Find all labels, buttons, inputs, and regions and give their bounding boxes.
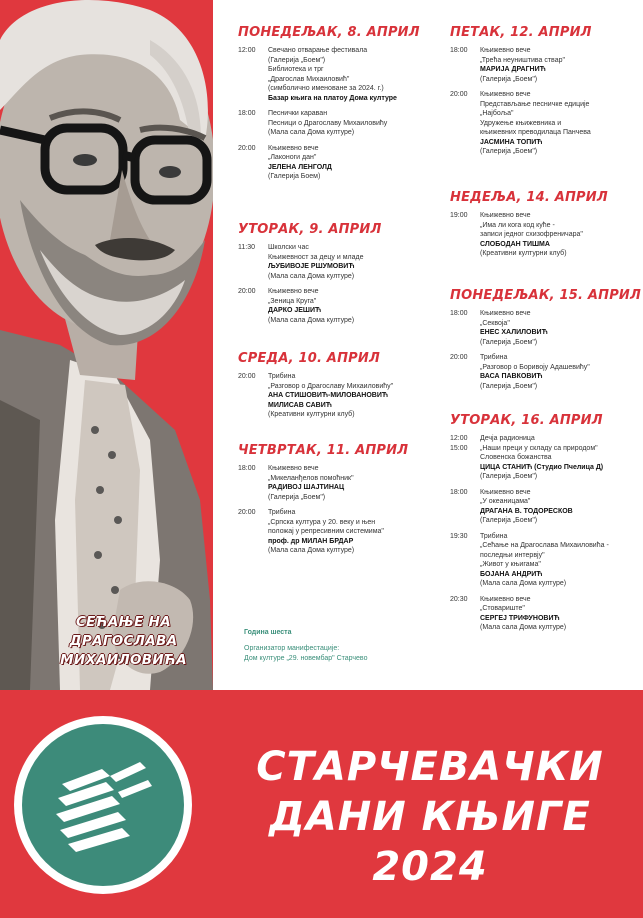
title-line-2: ДАНИ КЊИГЕ [269,794,591,840]
event-line: (Галерија „Боем") [480,338,538,346]
event-time [238,508,268,556]
event-line: „Наши преци у складу са природом" [480,444,598,452]
event-time-value: 18:00 [450,310,468,317]
event-time [238,109,268,138]
event-time [450,595,480,633]
event-time-value: 12:00 [450,435,468,442]
event-line: (Креативни културни клуб) [480,250,567,257]
event-line: „Секвоја" [480,319,510,327]
memorial-line-2: ДРАГОСЛАВА [69,633,178,649]
event-line: „У океаницама" [480,498,531,505]
event-line: Библиотека и трг [268,66,324,73]
title-line-1: СТАРЧЕВАЧКИ [256,744,604,790]
event-participant: ЈАСМИНА ТОПИЋ [480,138,543,146]
event-item [450,434,609,482]
portrait-panel [0,0,213,690]
event-line: (Галерија „Боем") [480,75,538,83]
day-heading: ЧЕТВРТАК, 11. АПРИЛ [238,443,409,458]
organizer-label: Организатор манифестације: [244,645,340,652]
event-line: „Живот у књигама" [480,561,541,568]
event-line: (Галерија „Боем") [480,473,538,480]
festival-logo [14,716,192,894]
author-portrait [0,0,213,690]
event-participant: ЉУБИВОЈЕ РШУМОВИЋ [268,263,355,270]
event-item [238,144,420,182]
event-participant: ЕНЕС ХАЛИЛОВИЋ [480,329,548,336]
event-details [480,434,609,482]
event-participant: проф. др МИЛАН БРДАР [268,537,354,545]
event-line: Књижевно вече [268,288,319,295]
day-heading: ПОНЕДЕЉАК, 15. АПРИЛ [450,288,642,303]
event-time-value: 20:00 [238,373,256,380]
event-details [480,211,608,259]
event-time-value: 18:00 [238,110,256,117]
event-time-value: 20:00 [238,288,256,295]
event-item [238,464,408,502]
event-line: (Галерија „Боем") [480,382,538,390]
event-line: (Мала сала Дома културе) [268,129,355,136]
event-details [480,532,609,589]
day-block [238,222,381,325]
event-line: „Разговор о Боривоју Адашевићу" [480,363,590,371]
event-line: положај у репресивним системима" [268,528,384,535]
event-line: „Разговор о Драгославу Михаиловићу" [268,382,394,390]
event-time [450,532,480,589]
event-item [238,372,393,420]
event-item [450,309,641,347]
open-book-icon [22,724,184,886]
event-time-value: 11:30 [238,244,255,251]
day-block [238,25,420,182]
event-line: „Драгослав Михаиловић" [268,75,350,83]
event-line: „Сећање на Драгослава Михаиловића - [480,542,609,549]
festival-title [230,742,630,892]
event-participant: ДРАГАНА В. ТОДОРЕСКОВ [480,507,573,515]
event-participant: СЕРГЕЈ ТРИФУНОВИЋ [480,614,560,622]
event-time [238,243,268,281]
event-item [238,287,381,325]
event-line: записи једног схизофреничара" [480,231,583,238]
event-line: „Има ли кога код куће - [480,221,555,229]
organizer-name: Дом културе „29. новембар" Старчево [244,655,368,662]
event-details [480,595,609,633]
event-time-value: 18:00 [238,465,256,472]
day-heading: УТОРАК, 9. АПРИЛ [238,222,382,237]
day-block [238,443,408,556]
event-line: (Креативни културни клуб) [268,411,355,418]
event-participant: ЦИЦА СТАНИЋ (Студио Пчелица Д) [480,463,604,471]
memorial-caption [36,613,211,670]
event-details [268,372,393,420]
event-item [238,46,420,103]
event-item [238,508,408,556]
event-line: (симболично именоване за 2024. г.) [268,85,384,92]
event-line: Књижевно вече [480,595,531,603]
event-line: „Лаконоги дан" [268,154,317,161]
day-heading: ПЕТАК, 12. АПРИЛ [450,25,592,40]
event-time-value: 18:00 [450,488,468,496]
event-participant: МИЛИСАВ САВИЋ [268,401,332,409]
event-details [268,287,381,325]
day-block [238,351,393,420]
event-time [238,144,268,182]
event-line: Књижевност за децу и младе [268,253,364,261]
event-details [480,90,592,157]
event-participant: МАРИЈА ДРАГНИЋ [480,66,546,73]
event-details [480,353,641,391]
event-line: књижевних преводилаца Панчева [480,129,591,136]
event-line: Књижевно вече [480,91,531,98]
day-heading: ПОНЕДЕЉАК, 8. АПРИЛ [238,25,420,40]
event-line: Трибина [268,509,296,516]
event-line: (Галерија „Боем") [268,56,326,64]
event-details [268,464,408,502]
event-line: Књижевно вече [480,488,531,496]
event-time [450,90,480,157]
event-line: Удружење књижевника и [480,119,562,127]
event-line: „Зеница Круга" [268,297,317,305]
event-time-value: 15:00 [450,444,468,452]
event-time [238,46,268,103]
day-block [450,190,608,259]
event-line: (Галерија „Боем") [268,493,326,501]
event-participant: ДАРКО ЈЕШИЋ [268,307,322,314]
event-item [238,243,381,281]
event-line: Трибина [268,373,296,380]
event-time-value: 20:30 [450,595,468,603]
event-line: (Мала сала Дома културе) [268,547,355,554]
event-line: Књижевно вече [268,144,319,152]
event-line: (Мала сала Дома културе) [480,624,567,631]
edition-label: Година шеста [244,629,292,636]
event-line: Представљање песничке едиције [480,100,590,108]
event-line: „Српска култура у 20. веку и њен [268,518,376,526]
event-line: (Галерија „Боем") [480,148,538,155]
event-time-value: 19:00 [450,212,468,219]
event-line: (Мала сала Дома културе) [268,316,355,324]
day-heading: НЕДЕЉА, 14. АПРИЛ [450,190,608,205]
event-line: Књижевно вече [480,310,531,317]
event-line: Песници о Драгославу Михаиловићу [268,119,388,127]
event-time-value: 20:00 [450,91,468,98]
event-details [480,46,592,84]
event-line: (Мала сала Дома културе) [268,272,355,280]
memorial-line-1: СЕЋАЊЕ НА [75,614,172,630]
day-block [450,288,641,391]
event-time [450,309,480,347]
event-item [450,488,609,526]
day-block [450,25,592,157]
event-time [238,372,268,420]
organizer-footer [244,628,444,664]
event-line: „Најбоља" [480,110,514,117]
event-item [450,595,609,633]
event-time-value: 18:00 [450,47,468,54]
event-item [238,109,420,138]
event-details [268,46,420,103]
event-item [450,90,592,157]
event-time-value: 12:00 [238,47,256,54]
event-line: Дечја радионица [480,435,535,442]
event-participant: Базар књига на платоу Дома културе [268,94,397,102]
event-line: (Галерија Боем) [268,173,321,180]
day-heading: СРЕДА, 10. АПРИЛ [238,351,380,366]
event-time-value: 20:00 [238,509,256,516]
event-time [238,464,268,502]
event-line: Свечано отварање фестивала [268,47,368,54]
event-details [268,243,381,281]
event-time-value: 20:00 [238,144,256,152]
event-time-value: 19:30 [450,532,468,540]
event-time [450,488,480,526]
event-line: „Микеланђелов помоћник" [268,474,354,482]
event-details [268,109,420,138]
event-line: Књижевно вече [480,47,531,54]
event-time [450,434,480,482]
event-details [268,144,420,182]
event-details [480,309,641,347]
event-item [450,46,592,84]
event-line: „Трећа неуништива ствар" [480,56,565,64]
event-details [480,488,609,526]
day-block [450,413,609,633]
event-participant: ВАСА ПАВКОВИЋ [480,373,543,380]
event-participant: СЛОБОДАН ТИШМА [480,240,550,248]
event-line: Трибина [480,354,508,361]
event-time-value: 20:00 [450,354,468,361]
event-details [268,508,408,556]
event-time [450,353,480,391]
event-line: Књижевно вече [268,465,319,472]
event-time [450,211,480,259]
event-line: Школски час [268,244,309,251]
event-participant: ЈЕЛЕНА ЛЕНГОЛД [268,163,332,171]
event-participant: БОЈАНА АНДРИЋ [480,570,543,578]
memorial-line-3: МИХАИЛОВИЋА [60,652,187,668]
day-heading: УТОРАК, 16. АПРИЛ [450,413,603,428]
event-line: (Галерија „Боем") [480,517,538,524]
title-line-3: 2024 [372,844,488,890]
event-line: Песнички караван [268,110,328,117]
event-time [238,287,268,325]
event-line: (Мала сала Дома културе) [480,580,567,587]
event-item [450,353,641,391]
event-time [450,46,480,84]
event-line: „Стовариште" [480,605,525,612]
event-item [450,211,608,259]
event-line: Трибина [480,532,508,540]
event-item [450,532,609,589]
event-line: Словенска божанства [480,454,552,461]
event-participant: АНА СТИШОВИЋ-МИЛОВАНОВИЋ [268,392,389,399]
event-line: последњи интервју" [480,551,545,559]
event-line: Књижевно вече [480,212,531,219]
event-participant: РАДИВОЈ ШАЈТИНАЦ [268,484,345,491]
